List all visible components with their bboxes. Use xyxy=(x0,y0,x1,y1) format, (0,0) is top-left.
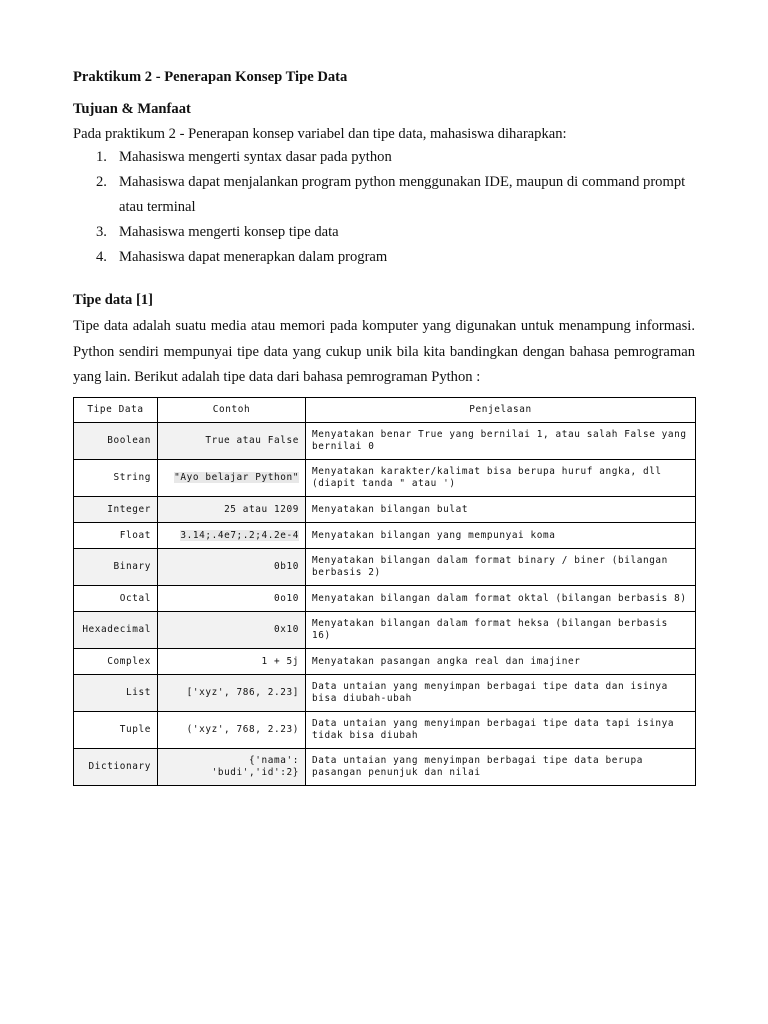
table-row xyxy=(74,675,696,712)
type-example: 0x10 xyxy=(158,612,306,649)
list-item xyxy=(73,245,695,270)
type-example: True atau False xyxy=(158,423,306,460)
header-penjelasan: Penjelasan xyxy=(306,398,696,423)
list-item-text: Mahasiswa dapat menjalankan program python menggunakan IDE, maupun di command prompt atau terminal xyxy=(119,174,686,215)
table-row xyxy=(74,649,696,675)
type-name: Dictionary xyxy=(74,749,158,786)
type-explanation: Menyatakan pasangan angka real dan imajiner xyxy=(306,649,696,675)
tujuan-intro: Pada praktikum 2 - Penerapan konsep variabel dan tipe data, mahasiswa diharapkan: xyxy=(73,126,567,142)
type-name: Integer xyxy=(74,497,158,523)
type-explanation: Data untaian yang menyimpan berbagai tipe data berupa pasangan penunjuk dan nilai xyxy=(306,749,696,786)
table-header-row xyxy=(74,398,696,423)
table-row xyxy=(74,549,696,586)
type-example-cell xyxy=(158,749,306,786)
type-explanation: Data untaian yang menyimpan berbagai tipe data tapi isinya tidak bisa diubah xyxy=(306,712,696,749)
type-name: Binary xyxy=(74,549,158,586)
table-row xyxy=(74,460,696,497)
table-row xyxy=(74,523,696,549)
type-name: Tuple xyxy=(74,712,158,749)
type-example: ('xyz', 768, 2.23) xyxy=(158,712,306,749)
type-example-cell xyxy=(158,523,306,549)
list-item xyxy=(73,170,695,220)
type-name: Octal xyxy=(74,586,158,612)
page-title: Praktikum 2 - Penerapan Konsep Tipe Data xyxy=(73,69,348,85)
type-explanation: Menyatakan bilangan dalam format oktal (bilangan berbasis 8) xyxy=(306,586,696,612)
table-row xyxy=(74,497,696,523)
type-example: 3.14;.4e7;.2;4.2e-4 xyxy=(180,529,299,541)
type-name: Float xyxy=(74,523,158,549)
list-item-number: 4. xyxy=(96,249,107,265)
table-row xyxy=(74,712,696,749)
data-types-table xyxy=(73,397,696,786)
table-row xyxy=(74,612,696,649)
list-item-text: Mahasiswa mengerti konsep tipe data xyxy=(119,224,339,240)
goals-list xyxy=(73,145,695,270)
type-name: List xyxy=(74,675,158,712)
type-example-line: {'nama': xyxy=(249,755,299,767)
type-example-line: 'budi','id':2} xyxy=(211,767,299,779)
table-row xyxy=(74,586,696,612)
list-item xyxy=(73,145,695,170)
type-example: "Ayo belajar Python" xyxy=(174,472,299,484)
tipe-data-description: Tipe data adalah suatu media atau memori pada komputer yang digunakan untuk menampung informasi. Python sendiri mempunyai tipe data yang cukup unik bila kita bandingkan dengan bahasa pemrograman yang lain. Berikut adalah tipe data dari bahasa pemrograman Python : xyxy=(73,318,695,386)
header-tipe-data: Tipe Data xyxy=(74,398,158,423)
type-example: 25 atau 1209 xyxy=(158,497,306,523)
type-name: Complex xyxy=(74,649,158,675)
type-explanation: Menyatakan bilangan dalam format heksa (bilangan berbasis 16) xyxy=(306,612,696,649)
type-explanation: Menyatakan benar True yang bernilai 1, atau salah False yang bernilai 0 xyxy=(306,423,696,460)
table-row xyxy=(74,423,696,460)
type-explanation: Menyatakan bilangan bulat xyxy=(306,497,696,523)
list-item-number: 2. xyxy=(96,174,107,190)
list-item-number: 1. xyxy=(96,149,107,165)
table-row xyxy=(74,749,696,786)
list-item-number: 3. xyxy=(96,224,107,240)
type-example-cell xyxy=(158,460,306,497)
type-name: Boolean xyxy=(74,423,158,460)
header-contoh: Contoh xyxy=(158,398,306,423)
type-name: Hexadecimal xyxy=(74,612,158,649)
type-name: String xyxy=(74,460,158,497)
type-example: ['xyz', 786, 2.23] xyxy=(158,675,306,712)
list-item xyxy=(73,220,695,245)
tujuan-heading: Tujuan & Manfaat xyxy=(73,101,191,117)
type-example: 0b10 xyxy=(158,549,306,586)
type-example: 1 + 5j xyxy=(158,649,306,675)
type-explanation: Menyatakan bilangan dalam format binary / biner (bilangan berbasis 2) xyxy=(306,549,696,586)
document-page xyxy=(73,66,695,786)
list-item-text: Mahasiswa mengerti syntax dasar pada python xyxy=(119,149,392,165)
type-example: 0o10 xyxy=(158,586,306,612)
type-explanation: Menyatakan bilangan yang mempunyai koma xyxy=(306,523,696,549)
type-explanation: Data untaian yang menyimpan berbagai tipe data dan isinya bisa diubah-ubah xyxy=(306,675,696,712)
type-explanation: Menyatakan karakter/kalimat bisa berupa huruf angka, dll (diapit tanda " atau ') xyxy=(306,460,696,497)
list-item-text: Mahasiswa dapat menerapkan dalam program xyxy=(119,249,388,265)
tipe-data-heading: Tipe data [1] xyxy=(73,292,154,308)
